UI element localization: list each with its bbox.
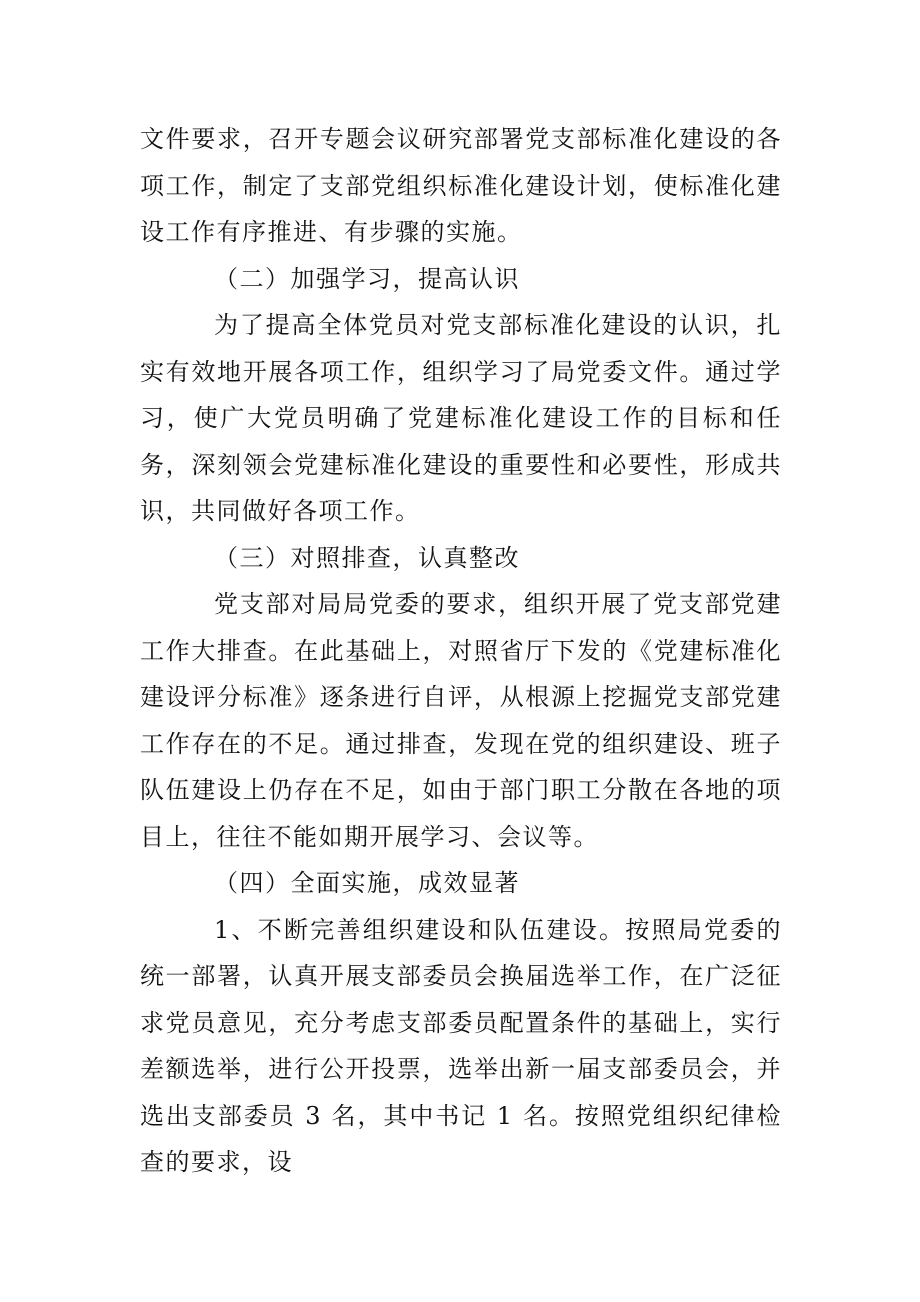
- paragraph-study: 为了提高全体党员对党支部标准化建设的认识，扎实有效地开展各项工作，组织学习了局党委文件。通过学习，使广大党员明确了党建标准化建设工作的目标和任务，深刻领会党建标准化建设的重要性和必要性，形成共识，共同做好各项工作。: [140, 311, 782, 525]
- section-heading-3: （三）对照排查，认真整改: [214, 543, 520, 572]
- paragraph-inspection: 党支部对局局党委的要求，组织开展了党支部党建工作大排查。在此基础上，对照省厅下发的《党建标准化建设评分标准》逐条进行自评，从根源上挖掘党支部党建工作存在的不足。通过排查，发现在党的组织建设、班子队伍建设上仍存在不足，如由于部门职工分散在各地的项目上，往往不能如期开展学习、会议等。: [140, 590, 782, 851]
- paragraph-continuation: 文件要求，召开专题会议研究部署党支部标准化建设的各项工作，制定了支部党组织标准化建设计划，使标准化建设工作有序推进、有步骤的实施。: [140, 125, 782, 246]
- section-heading-2: （二）加强学习，提高认识: [214, 264, 520, 293]
- section-heading-4: （四）全面实施，成效显著: [214, 869, 520, 897]
- document-body: [140, 116, 782, 1186]
- paragraph-organization: 1、不断完善组织建设和队伍建设。按照局党委的统一部署，认真开展支部委员会换届选举工作，在广泛征求党员意见，充分考虑支部委员配置条件的基础上，实行差额选举，进行公开投票，选举出新一届支部委员会，并选出支部委员 3 名，其中书记 1 名。按照党组织纪律检查的要求，设: [140, 915, 782, 1176]
